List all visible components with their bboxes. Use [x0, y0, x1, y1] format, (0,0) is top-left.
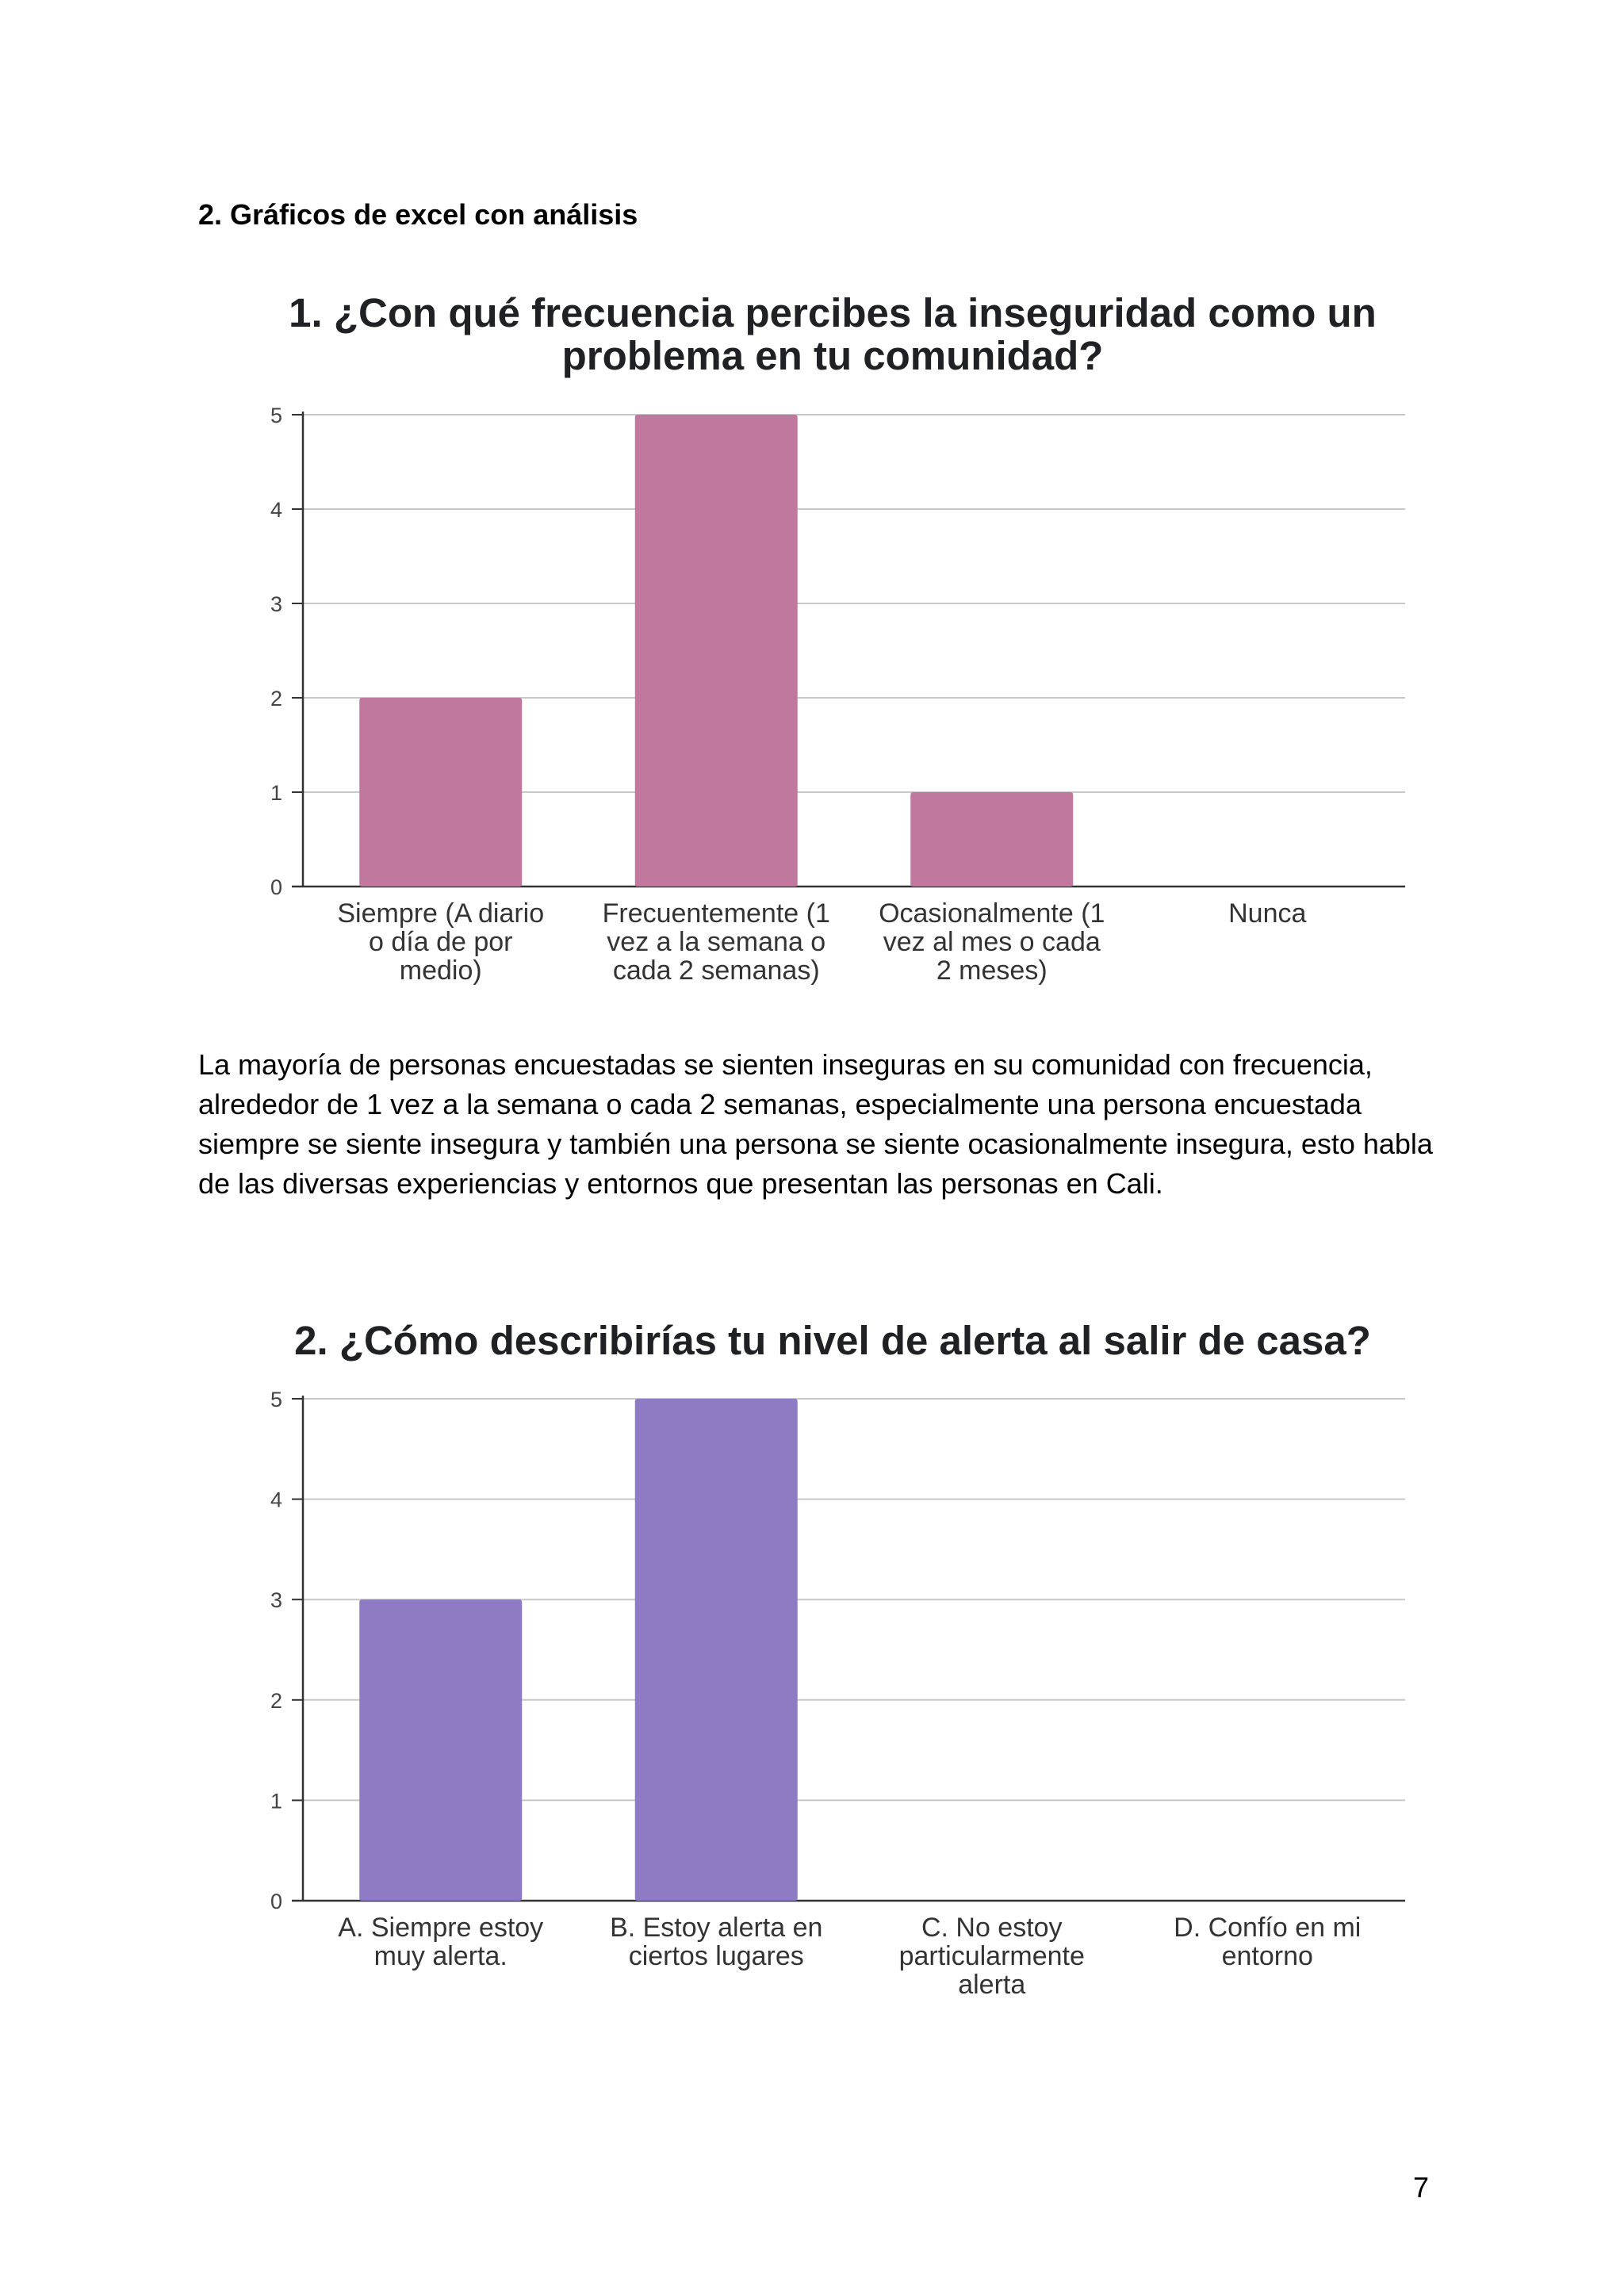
- x-tick-label-line: Frecuentemente (1: [602, 898, 830, 929]
- x-tick-label-line: ciertos lugares: [628, 1941, 804, 1971]
- x-tick-label-line: muy alerta.: [373, 1941, 508, 1971]
- x-tick-label-line: Siempre (A diario: [337, 898, 545, 929]
- y-tick-label: 0: [270, 1890, 282, 1913]
- x-tick-label-line: 2 meses): [936, 956, 1048, 986]
- bar: [635, 1399, 798, 1901]
- x-tick-label-line: Ocasionalmente (1: [879, 898, 1105, 929]
- x-tick-label-line: vez a la semana o: [607, 927, 826, 957]
- chart-2-title: 2. ¿Cómo describirías tu nivel de alerta al salir de casa?: [294, 1318, 1371, 1363]
- y-tick-label: 1: [270, 1789, 282, 1813]
- y-tick-label: 4: [270, 1488, 282, 1512]
- y-tick-label: 0: [270, 875, 282, 899]
- bar: [359, 1599, 522, 1901]
- chart-1-title: 1. ¿Con qué frecuencia percibes la inseguridad como un problema en tu comunidad?: [289, 290, 1377, 378]
- y-tick-label: 4: [270, 498, 282, 522]
- x-tick-label-line: medio): [399, 956, 482, 986]
- x-tick-label-line: alerta: [958, 1970, 1026, 2000]
- x-tick-label: [610, 1913, 822, 1971]
- y-tick-label: 2: [270, 687, 282, 710]
- x-tick-label-line: vez al mes o cada: [883, 927, 1101, 957]
- x-tick-label-line: C. No estoy: [921, 1913, 1063, 1943]
- y-tick-label: 5: [270, 1388, 282, 1411]
- x-tick-label-line: o día de por: [369, 927, 513, 957]
- x-tick-label: [1174, 1913, 1361, 1971]
- x-tick-label: [338, 1913, 543, 1971]
- x-tick-label-line: A. Siempre estoy: [338, 1913, 544, 1943]
- y-tick-label: 3: [270, 592, 282, 616]
- x-tick-label-line: entorno: [1221, 1941, 1313, 1971]
- y-tick-label: 1: [270, 781, 282, 805]
- y-tick-label: 2: [270, 1688, 282, 1713]
- x-tick-label-line: B. Estoy alerta en: [610, 1913, 823, 1943]
- x-tick-label-line: cada 2 semanas): [612, 956, 820, 986]
- y-tick-label: 3: [270, 1588, 282, 1613]
- x-tick-label-line: particularmente: [898, 1941, 1085, 1971]
- analysis-paragraph: La mayoría de personas encuestadas se sienten inseguras en su comunidad con frecuencia, alrededor de 1 vez a la semana o cada 2 semanas, especialmente una persona encuestada siempre se siente insegura y también una persona se siente ocasionalmente insegura, esto habla de las diversas experiencias y entornos que presentan las personas en Cali.: [198, 1048, 1433, 1200]
- y-tick-label: 5: [270, 404, 282, 427]
- page-number: 7: [1413, 2171, 1430, 2204]
- section-heading: 2. Gráficos de excel con análisis: [198, 198, 638, 231]
- x-tick-label-line: D. Confío en mi: [1174, 1913, 1362, 1943]
- x-tick-label: [899, 1913, 1085, 2000]
- x-tick-label-line: Nunca: [1228, 898, 1307, 929]
